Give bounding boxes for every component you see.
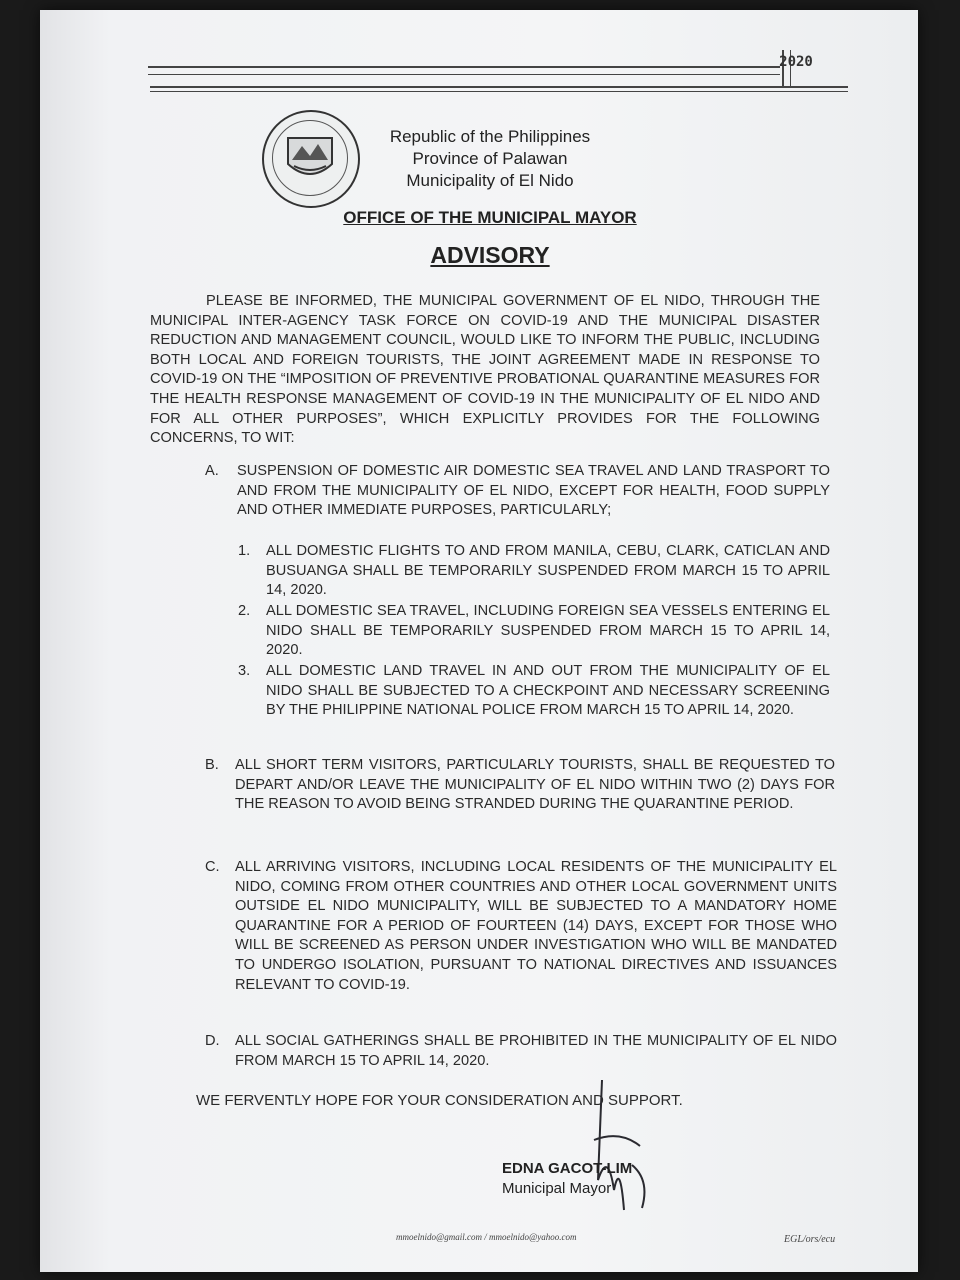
item-text: ALL ARRIVING VISITORS, INCLUDING LOCAL RESIDENTS OF THE MUNICIPALITY EL NIDO, COMING FROM OTHER COUNTRIES AND OTHER LOCAL GOVERNMENT UNITS OUTSIDE EL NIDO MUNICIPALITY, WILL BE SUBJECTED TO A MANDATORY HOME QUARANTINE FOR A PERIOD OF FOURTEEN (14) DAYS, EXCEPT FOR THOSE WHO WILL BE SCREENED AS PERSON UNDER INVESTIGATION WHO WILL BE MANDATED TO UNDERGO ISOLATION, PURSUANT TO NATIONAL DIRECTIVES AND ISSUANCES RELEVANT TO COVID-19. [235, 859, 837, 993]
closing-statement: WE FERVENTLY HOPE FOR YOUR CONSIDERATION AND SUPPORT. [196, 1092, 683, 1109]
item-marker: C. [205, 859, 220, 875]
document-title: ADVISORY [430, 242, 550, 268]
government-header [370, 126, 610, 192]
list-item-d [205, 1032, 837, 1072]
footer-reference: EGL/ors/ecu [784, 1234, 836, 1245]
sub-item-marker: 2. [238, 603, 251, 619]
list-item-b [205, 756, 835, 836]
list-item-a [205, 462, 830, 522]
gov-line-republic: Republic of the Philippines [389, 127, 591, 146]
gov-line-province: Province of Palawan [412, 149, 568, 168]
signatory-title: Municipal Mayor [502, 1180, 612, 1197]
office-heading: OFFICE OF THE MUNICIPAL MAYOR [343, 208, 637, 227]
item-text: ALL SHORT TERM VISITORS, PARTICULARLY TOURISTS, SHALL BE REQUESTED TO DEPART AND/OR LEAVE THE MUNICIPALITY OF EL NIDO WITHIN TWO (2) DAYS FOR THE REASON TO AVOID BEING STRANDED DURING THE QUARANTINE PERIOD. [235, 757, 835, 813]
item-text: SUSPENSION OF DOMESTIC AIR DOMESTIC SEA TRAVEL AND LAND TRASPORT TO AND FROM THE MUNICIPALITY OF EL NIDO, EXCEPT FOR HEALTH, FOOD SUPPLY AND OTHER IMMEDIATE PURPOSES, PARTICULARLY; [237, 463, 830, 519]
sub-item-1 [238, 542, 830, 602]
footer-emails: mmoelnido@gmail.com / mmoelnido@yahoo.com [396, 1232, 577, 1242]
sub-item-text: ALL DOMESTIC SEA TRAVEL, INCLUDING FOREIGN SEA VESSELS ENTERING EL NIDO SHALL BE TEMPORARILY SUSPENDED FROM MARCH 15 TO APRIL 14, 2020. [266, 603, 830, 659]
item-marker: D. [205, 1033, 220, 1049]
document-year: 2020 [779, 54, 813, 70]
sub-item-2 [238, 602, 830, 662]
header-rule-lower [150, 86, 848, 92]
header-rule [148, 66, 780, 75]
municipal-seal-icon [262, 110, 360, 208]
advisory-document [40, 10, 918, 1272]
signatory-name: EDNA GACOT-LIM [502, 1160, 633, 1177]
sub-item-text: ALL DOMESTIC LAND TRAVEL IN AND OUT FROM THE MUNICIPALITY OF EL NIDO SHALL BE SUBJECTED TO A CHECKPOINT AND NECESSARY SCREENING BY THE PHILIPPINE NATIONAL POLICE FROM MARCH 15 TO APRIL 14, 2020. [266, 663, 830, 719]
sub-item-text: ALL DOMESTIC FLIGHTS TO AND FROM MANILA, CEBU, CLARK, CATICLAN AND BUSUANGA SHALL BE TEMPORARILY SUSPENDED FROM MARCH 15 TO APRIL 14, 2020. [266, 543, 830, 599]
handwritten-signature [580, 1070, 660, 1220]
item-marker: A. [205, 463, 219, 479]
list-item-c [205, 858, 837, 1028]
intro-paragraph: PLEASE BE INFORMED, THE MUNICIPAL GOVERNMENT OF EL NIDO, THROUGH THE MUNICIPAL INTER-AGENCY TASK FORCE ON COVID-19 AND THE MUNICIPAL DISASTER REDUCTION AND MANAGEMENT COUNCIL, WOULD LIKE TO INFORM THE PUBLIC, INCLUDING BOTH LOCAL AND FOREIGN TOURISTS, THE JOINT AGREEMENT MADE IN RESPONSE TO COVID-19 ON THE “IMPOSITION OF PREVENTIVE PROBATIONAL QUARANTINE MEASURES FOR THE HEALTH RESPONSE MANAGEMENT OF COVID-19 IN THE MUNICIPALITY OF EL NIDO AND FOR ALL OTHER PURPOSES”, WHICH EXPLICITLY PROVIDES FOR THE FOLLOWING CONCERNS, TO WIT: [150, 293, 820, 447]
item-text: ALL SOCIAL GATHERINGS SHALL BE PROHIBITED IN THE MUNICIPALITY OF EL NIDO FROM MARCH 15 TO APRIL 14, 2020. [235, 1033, 837, 1069]
sub-item-marker: 3. [238, 663, 251, 679]
sub-item-3 [238, 662, 830, 742]
item-marker: B. [205, 757, 219, 773]
gov-line-municipality: Municipality of El Nido [406, 171, 574, 190]
sub-item-marker: 1. [238, 543, 251, 559]
